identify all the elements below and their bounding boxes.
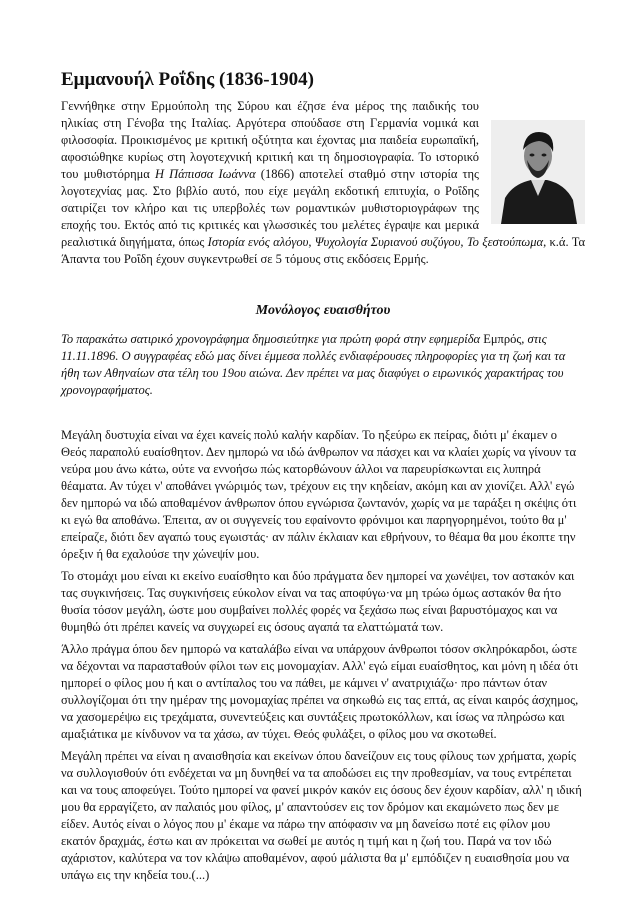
bio-text-1: Γεννήθηκε στην Ερμούπολη της Σύρου και έζησε ένα μέρος της παιδικής του ηλικίας στη Γένοβα της Ιταλίας. Αργότερα σπούδασε στη Γερμανία νομικά και φιλοσοφία. Προικισμένος με κριτική οξύτητα και έχοντας μια παιδεία ευρωπαϊκή, αφοσιώθηκε κυρίως στη λογοτεχνική κριτική και τη δημοσιογραφία. Το ιστορικό του μυθιστόρημα [61,99,479,181]
body-paragraph-4: Μεγάλη πρέπει να είναι η αναισθησία και εκείνων όπου δανείζουν εις τους φίλους των χρήματα, χωρίς να συλλογισθούν ότι ενδέχεται να μη δυνηθεί να τα αποδώσει εις την προθεσμίαν, να τους εντρέπεται και να τους αποφεύγει. Τούτο ημπορεί να φανεί μικρόν κακόν εις όσους δεν έχουν καρδίαν, αλλ' η ιδική μου θα ερραγίζετο, αν παλαιός μου φίλος, μ' απαντούσεν εις τον δρόμον και εκαμώνετο πως δεν με είδεν. Αυτός είναι ο λόγος που μ' έκαμε να πάρω την απόφασιν να μη δανείσω ποτέ εις φίλον μου εκατόν δραχμάς, έστω και αν πρόκειται να σωθεί με αυτός η τιμή και η ζωή του. Παρά να τον ιδώ αχάριστον, καλύτερα να τον κλάψω αποθαμένον, αφού μάλιστα θα μ' εμπόδιζεν η ευαισθησία μου να υπάγω εις την κηδεία του.(...) [61,749,582,882]
bio-text-2: (1866) αποτελεί σταθμό στην ιστορία της λογοτεχνίας μας. Στο βιβλίο αυτό, που είχε μεγάλη εκδοτική επιτυχία, ο Ροΐδης σατιρίζει τον κλήρο και τις υπερβολές των ρομαντικών μυθιστοριογράφων της εποχής του. Εκτός από τις κριτικές και γλωσσικές του μελέτες έγραψε και μερικά ρεαλιστικά διηγήματα, όπως [61,167,479,249]
page [61,68,585,889]
newspaper-name: Εμπρός [483,332,522,346]
story-title-2: Ψυχολογία Συριανού συζύγου [314,235,461,249]
bio-text-3: , κ.ά. Τα Άπαντα του Ροΐδη έχουν συγκεντρωθεί σε 5 τόμους στις εκδόσεις Ερμής. [61,235,586,266]
author-portrait [491,120,585,224]
intro-note [61,331,585,399]
body-paragraph-1: Μεγάλη δυστυχία είναι να έχει κανείς πολύ καλήν καρδίαν. Το ηξεύρω εκ πείρας, διότι μ' έκαμεν ο Θεός παραπολύ ευαίσθητον. Δεν ημπορώ να ιδώ άνθρωπον να πάσχει και να κλαίει χωρίς να γίνουν τα νεύρα μου άνω κάτω, ούτε να εννοήσω πώς κατορθώνουν άλλοι να παρευρίσκωνται εις λυπηρά θέαματα. Αν τύχει ν' αποθάνει γνώριμός των, τρέχουν εις την κηδείαν, ακόμη και αν χιονίζει. Αλλ' εγώ δεν ημπορώ να ιδώ αποθαμένον άνθρωπον όπου εγνώρισα ζωντανόν, χωρίς να με ταράξει η σκέψις ότι κι εγώ θα αποθάνω. Έπειτα, αν οι συγγενείς του εφαίνοντο φρόνιμοι και παρηγορημένοι, τούτο θα μ' επείραζε, διότι δεν αγαπώ τους εγωιστάς· αν πάλιν έκλαιαν και εθρήνουν, το θέαμα θα μου έκοπτε την όρεξιν ή θα εχαλούσε την χώνεψίν μου. [61,428,577,561]
bio-separator-1: , [308,235,315,249]
body-paragraph-2: Το στομάχι μου είναι κι εκείνο ευαίσθητο και δύο πράγματα δεν ημπορεί να χωνέψει, τον αστακόν και τας συγκινήσεις. Τας συγκινήσεις εύκολον είναι να τας αποφύγω·να μη τρώω όμως αστακόν θα ήτο θυσία τόσον μεγάλη, ώστε μου συμβαίνει πολλές φορές να ξεχάσω πως είναι βαρυστόμαχος και να θυμηθώ ότι πρέπει κανείς να συγχωρεί εις όσους αγαπά τα ελαττώματά των. [61,569,575,634]
section-title: Μονόλογος ευαισθήτου [255,303,391,318]
body-paragraph-3: Άλλο πράγμα όπου δεν ημπορώ να καταλάβω είναι να υπάρχουν άνθρωποι τόσον σκληρόκαρδοι, ώστε να δέχονται να παρασταθούν φίλοι των εις μονομαχίαν. Αλλ' εγώ είμαι ευαίσθητος, και μόνη η ιδέα ότι ημπορεί ο φίλος μου ή και ο αντίπαλος του να πάθει, με κάμνει ν' ανατριχιάζω· προ πάντων όταν συλλογίζομαι ότι την ημέραν της μονομαχίας πρέπει να σηκωθώ εις τας επτά, ας είναι καιρός άσχημος, να χασομερέψω εις τρεχάματα, συνεντεύξεις και συντάξεις πρωτοκόλλων, και ίσως να πληρώσω και αμαξιάτικα με κίνδυνον να τα χάσω, αν τύχει. Θεός φυλάξει, ο φίλος μου να σκοτωθεί. [61,642,579,741]
bio-separator-2: , [460,235,467,249]
story-title-3: Το ξεστούπωμα [466,235,544,249]
intro-text-2: , στις 11.11.1896. Ο συγγραφέας εδώ μας δίνει έμμεσα πολλές ενδιαφέρουσες πληροφορίες για τη ζωή και τα ήθη των Αθηναίων στα τέλη του 19ου αιώνα. Δεν πρέπει να μας διαφύγει ο ειρωνικός χαρακτήρας του χρονογραφήματος. [61,332,566,397]
author-bio [61,98,585,268]
story-title-1: Ιστορία ενός αλόγου [207,235,309,249]
page-title: Εμμανουήλ Ροΐδης (1836-1904) [61,69,314,90]
intro-text-1: Το παρακάτω σατιρικό χρονογράφημα δημοσιεύτηκε για πρώτη φορά στην εφημερίδα [61,332,484,346]
novel-title: Η Πάπισσα Ιωάννα [154,167,256,181]
